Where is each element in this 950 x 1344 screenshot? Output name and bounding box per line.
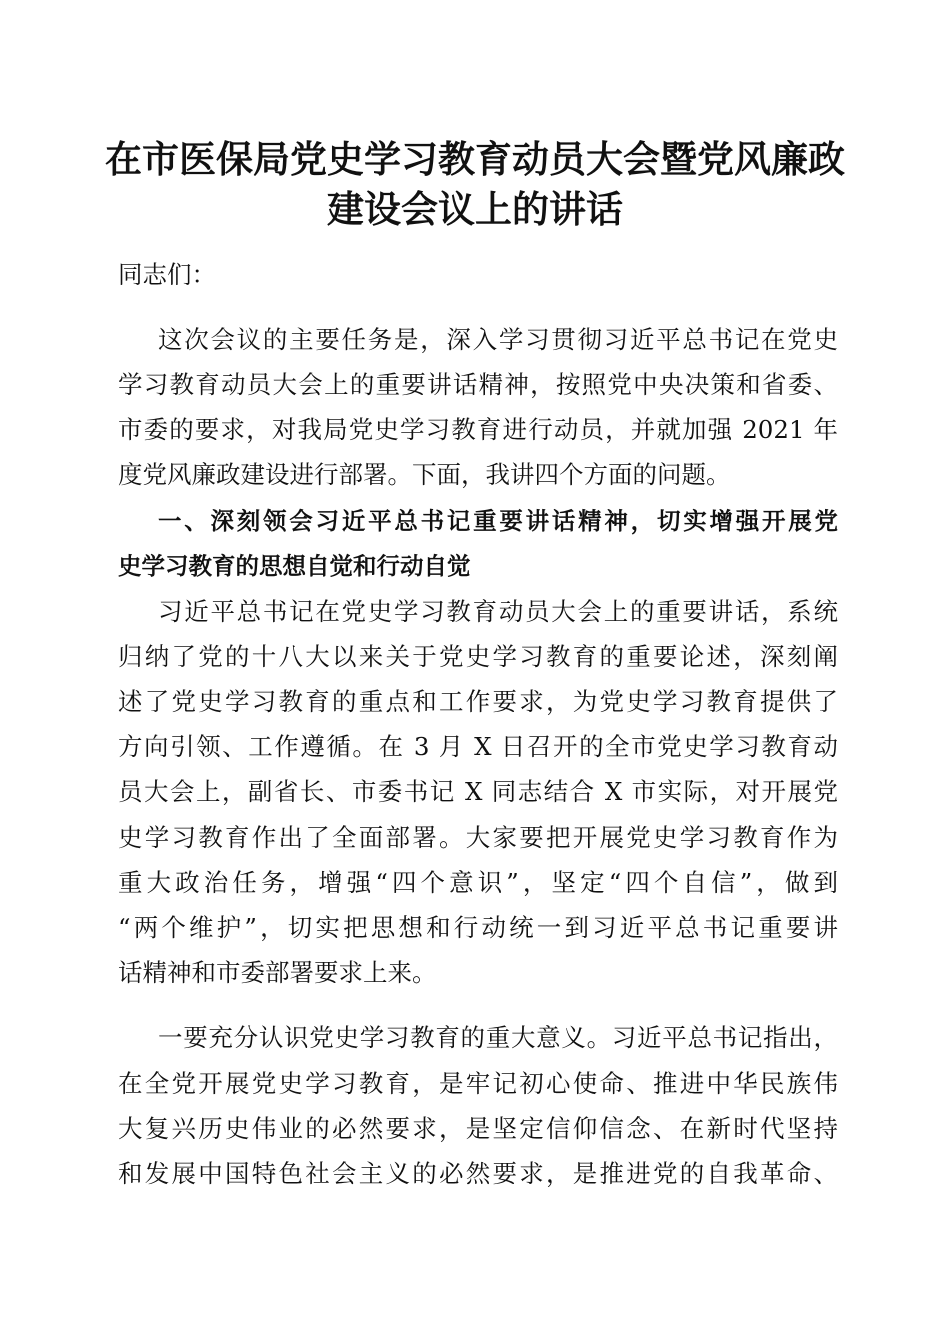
paragraph-line: 这次会议的主要任务是，深入学习贯彻习近平总书记在党史 bbox=[158, 325, 838, 354]
paragraph-line: 重大政治任务，增强“四个意识”，坚定“四个自信”，做到 bbox=[118, 868, 838, 897]
document-title-line-2: 建设会议上的讲话 bbox=[327, 187, 623, 231]
paragraph-line: 学习教育动员大会上的重要讲话精神，按照党中央决策和省委、 bbox=[118, 370, 838, 399]
paragraph-line: 在全党开展党史学习教育，是牢记初心使命、推进中华民族伟 bbox=[118, 1069, 838, 1098]
paragraph-line: 度党风廉政建设进行部署。下面，我讲四个方面的问题。 bbox=[118, 460, 731, 489]
paragraph-line: 方向引领、工作遵循。在 3 月 X 日召开的全市党史学习教育动 bbox=[118, 732, 838, 761]
paragraph-line: 市委的要求，对我局党史学习教育进行动员，并就加强 2021 年 bbox=[118, 415, 838, 444]
paragraph-line: 话精神和市委部署要求上来。 bbox=[118, 958, 437, 987]
paragraph-line: 习近平总书记在党史学习教育动员大会上的重要讲话，系统 bbox=[158, 597, 838, 626]
paragraph-line: 和发展中国特色社会主义的必然要求，是推进党的自我革命、 bbox=[118, 1159, 838, 1188]
paragraph-line: 述了党史学习教育的重点和工作要求，为党史学习教育提供了 bbox=[118, 687, 838, 716]
paragraph-line: 一要充分认识党史学习教育的重大意义。习近平总书记指出， bbox=[158, 1023, 838, 1052]
paragraph-line: “两个维护”，切实把思想和行动统一到习近平总书记重要讲 bbox=[118, 913, 838, 942]
paragraph-line: 员大会上，副省长、市委书记 X 同志结合 X 市实际，对开展党 bbox=[118, 777, 838, 806]
paragraph-line: 史学习教育作出了全面部署。大家要把开展党史学习教育作为 bbox=[118, 823, 838, 852]
paragraph-line: 大复兴历史伟业的必然要求，是坚定信仰信念、在新时代坚持 bbox=[118, 1114, 838, 1143]
paragraph-line: 归纳了党的十八大以来关于党史学习教育的重要论述，深刻阐 bbox=[118, 642, 838, 671]
section-heading-line: 史学习教育的思想自觉和行动自觉 bbox=[118, 552, 471, 580]
salutation: 同志们： bbox=[118, 260, 216, 289]
document-title-line-1: 在市医保局党史学习教育动员大会暨党风廉政 bbox=[105, 137, 845, 181]
section-heading-line: 一、深刻领会习近平总书记重要讲话精神，切实增强开展党 bbox=[158, 507, 838, 535]
